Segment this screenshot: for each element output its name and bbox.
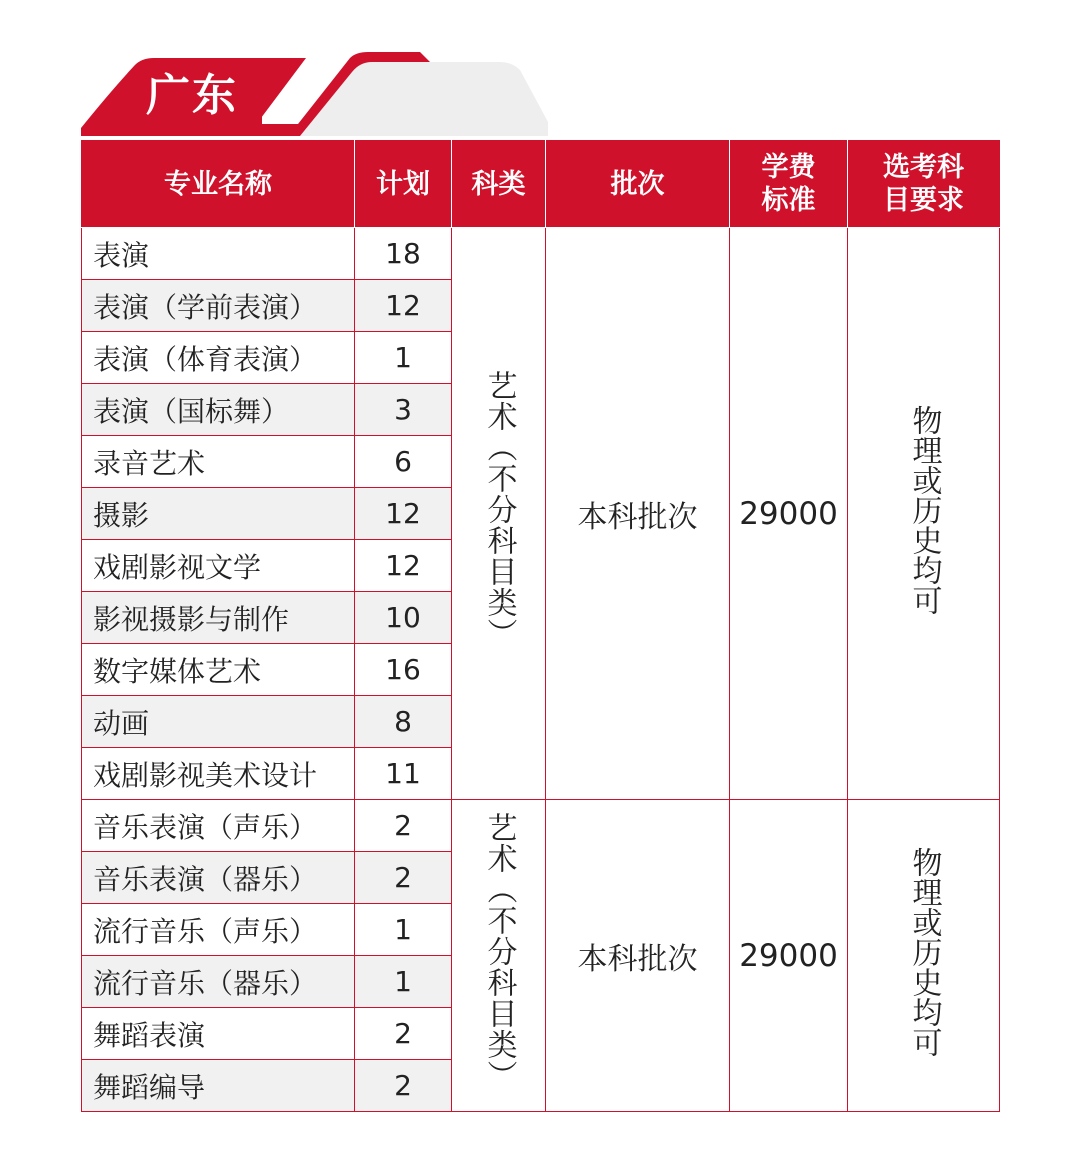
header-category: 科类: [452, 141, 546, 228]
major-name-cell: 音乐表演（声乐）: [82, 800, 355, 852]
major-name-cell: 戏剧影视文学: [82, 540, 355, 592]
region-title: 广东: [146, 70, 238, 121]
banner-tab-gray: [298, 62, 548, 136]
major-name-cell: 动画: [82, 696, 355, 748]
plan-count-cell: 2: [355, 1008, 452, 1060]
admission-table: [81, 140, 1000, 1112]
header-major-name: 专业名称: [82, 141, 355, 228]
category-cell: [452, 228, 546, 800]
major-name-cell: 数字媒体艺术: [82, 644, 355, 696]
batch-cell: 本科批次: [546, 800, 730, 1112]
major-name-cell: 表演（学前表演）: [82, 280, 355, 332]
plan-count-cell: 1: [355, 956, 452, 1008]
major-name-cell: 流行音乐（器乐）: [82, 956, 355, 1008]
tuition-cell: 29000: [730, 228, 848, 800]
header-tuition: 学费 标准: [730, 141, 848, 228]
subject-requirement-cell-text: 物理或历史均可: [906, 404, 942, 615]
major-name-cell: 影视摄影与制作: [82, 592, 355, 644]
plan-count-cell: 12: [355, 540, 452, 592]
major-name-cell: 录音艺术: [82, 436, 355, 488]
plan-count-cell: 1: [355, 904, 452, 956]
table-header-row: [82, 141, 1000, 228]
plan-count-cell: 10: [355, 592, 452, 644]
header-subject-requirement: 选考科 目要求: [848, 141, 1000, 228]
tuition-cell: 29000: [730, 800, 848, 1112]
plan-count-cell: 16: [355, 644, 452, 696]
category-cell: [452, 800, 546, 1112]
major-name-cell: 舞蹈编导: [82, 1060, 355, 1112]
plan-count-cell: 1: [355, 332, 452, 384]
table-row: [82, 228, 1000, 280]
major-name-cell: 表演（体育表演）: [82, 332, 355, 384]
major-name-cell: 戏剧影视美术设计: [82, 748, 355, 800]
header-batch: 批次: [546, 141, 730, 228]
category-cell-text: 艺术（不分科目类）: [481, 370, 517, 649]
plan-count-cell: 8: [355, 696, 452, 748]
subject-requirement-cell-text: 物理或历史均可: [906, 846, 942, 1057]
major-name-cell: 舞蹈表演: [82, 1008, 355, 1060]
plan-count-cell: 2: [355, 852, 452, 904]
plan-count-cell: 2: [355, 1060, 452, 1112]
table-row: [82, 800, 1000, 852]
subject-requirement-cell: [848, 800, 1000, 1112]
major-name-cell: 表演: [82, 228, 355, 280]
header-plan: 计划: [355, 141, 452, 228]
plan-count-cell: 2: [355, 800, 452, 852]
major-name-cell: 摄影: [82, 488, 355, 540]
category-cell-text: 艺术（不分科目类）: [481, 812, 517, 1091]
subject-requirement-cell: [848, 228, 1000, 800]
plan-count-cell: 18: [355, 228, 452, 280]
major-name-cell: 流行音乐（声乐）: [82, 904, 355, 956]
major-name-cell: 音乐表演（器乐）: [82, 852, 355, 904]
plan-count-cell: 11: [355, 748, 452, 800]
plan-count-cell: 12: [355, 488, 452, 540]
plan-count-cell: 6: [355, 436, 452, 488]
major-name-cell: 表演（国标舞）: [82, 384, 355, 436]
batch-cell: 本科批次: [546, 228, 730, 800]
plan-count-cell: 12: [355, 280, 452, 332]
plan-count-cell: 3: [355, 384, 452, 436]
